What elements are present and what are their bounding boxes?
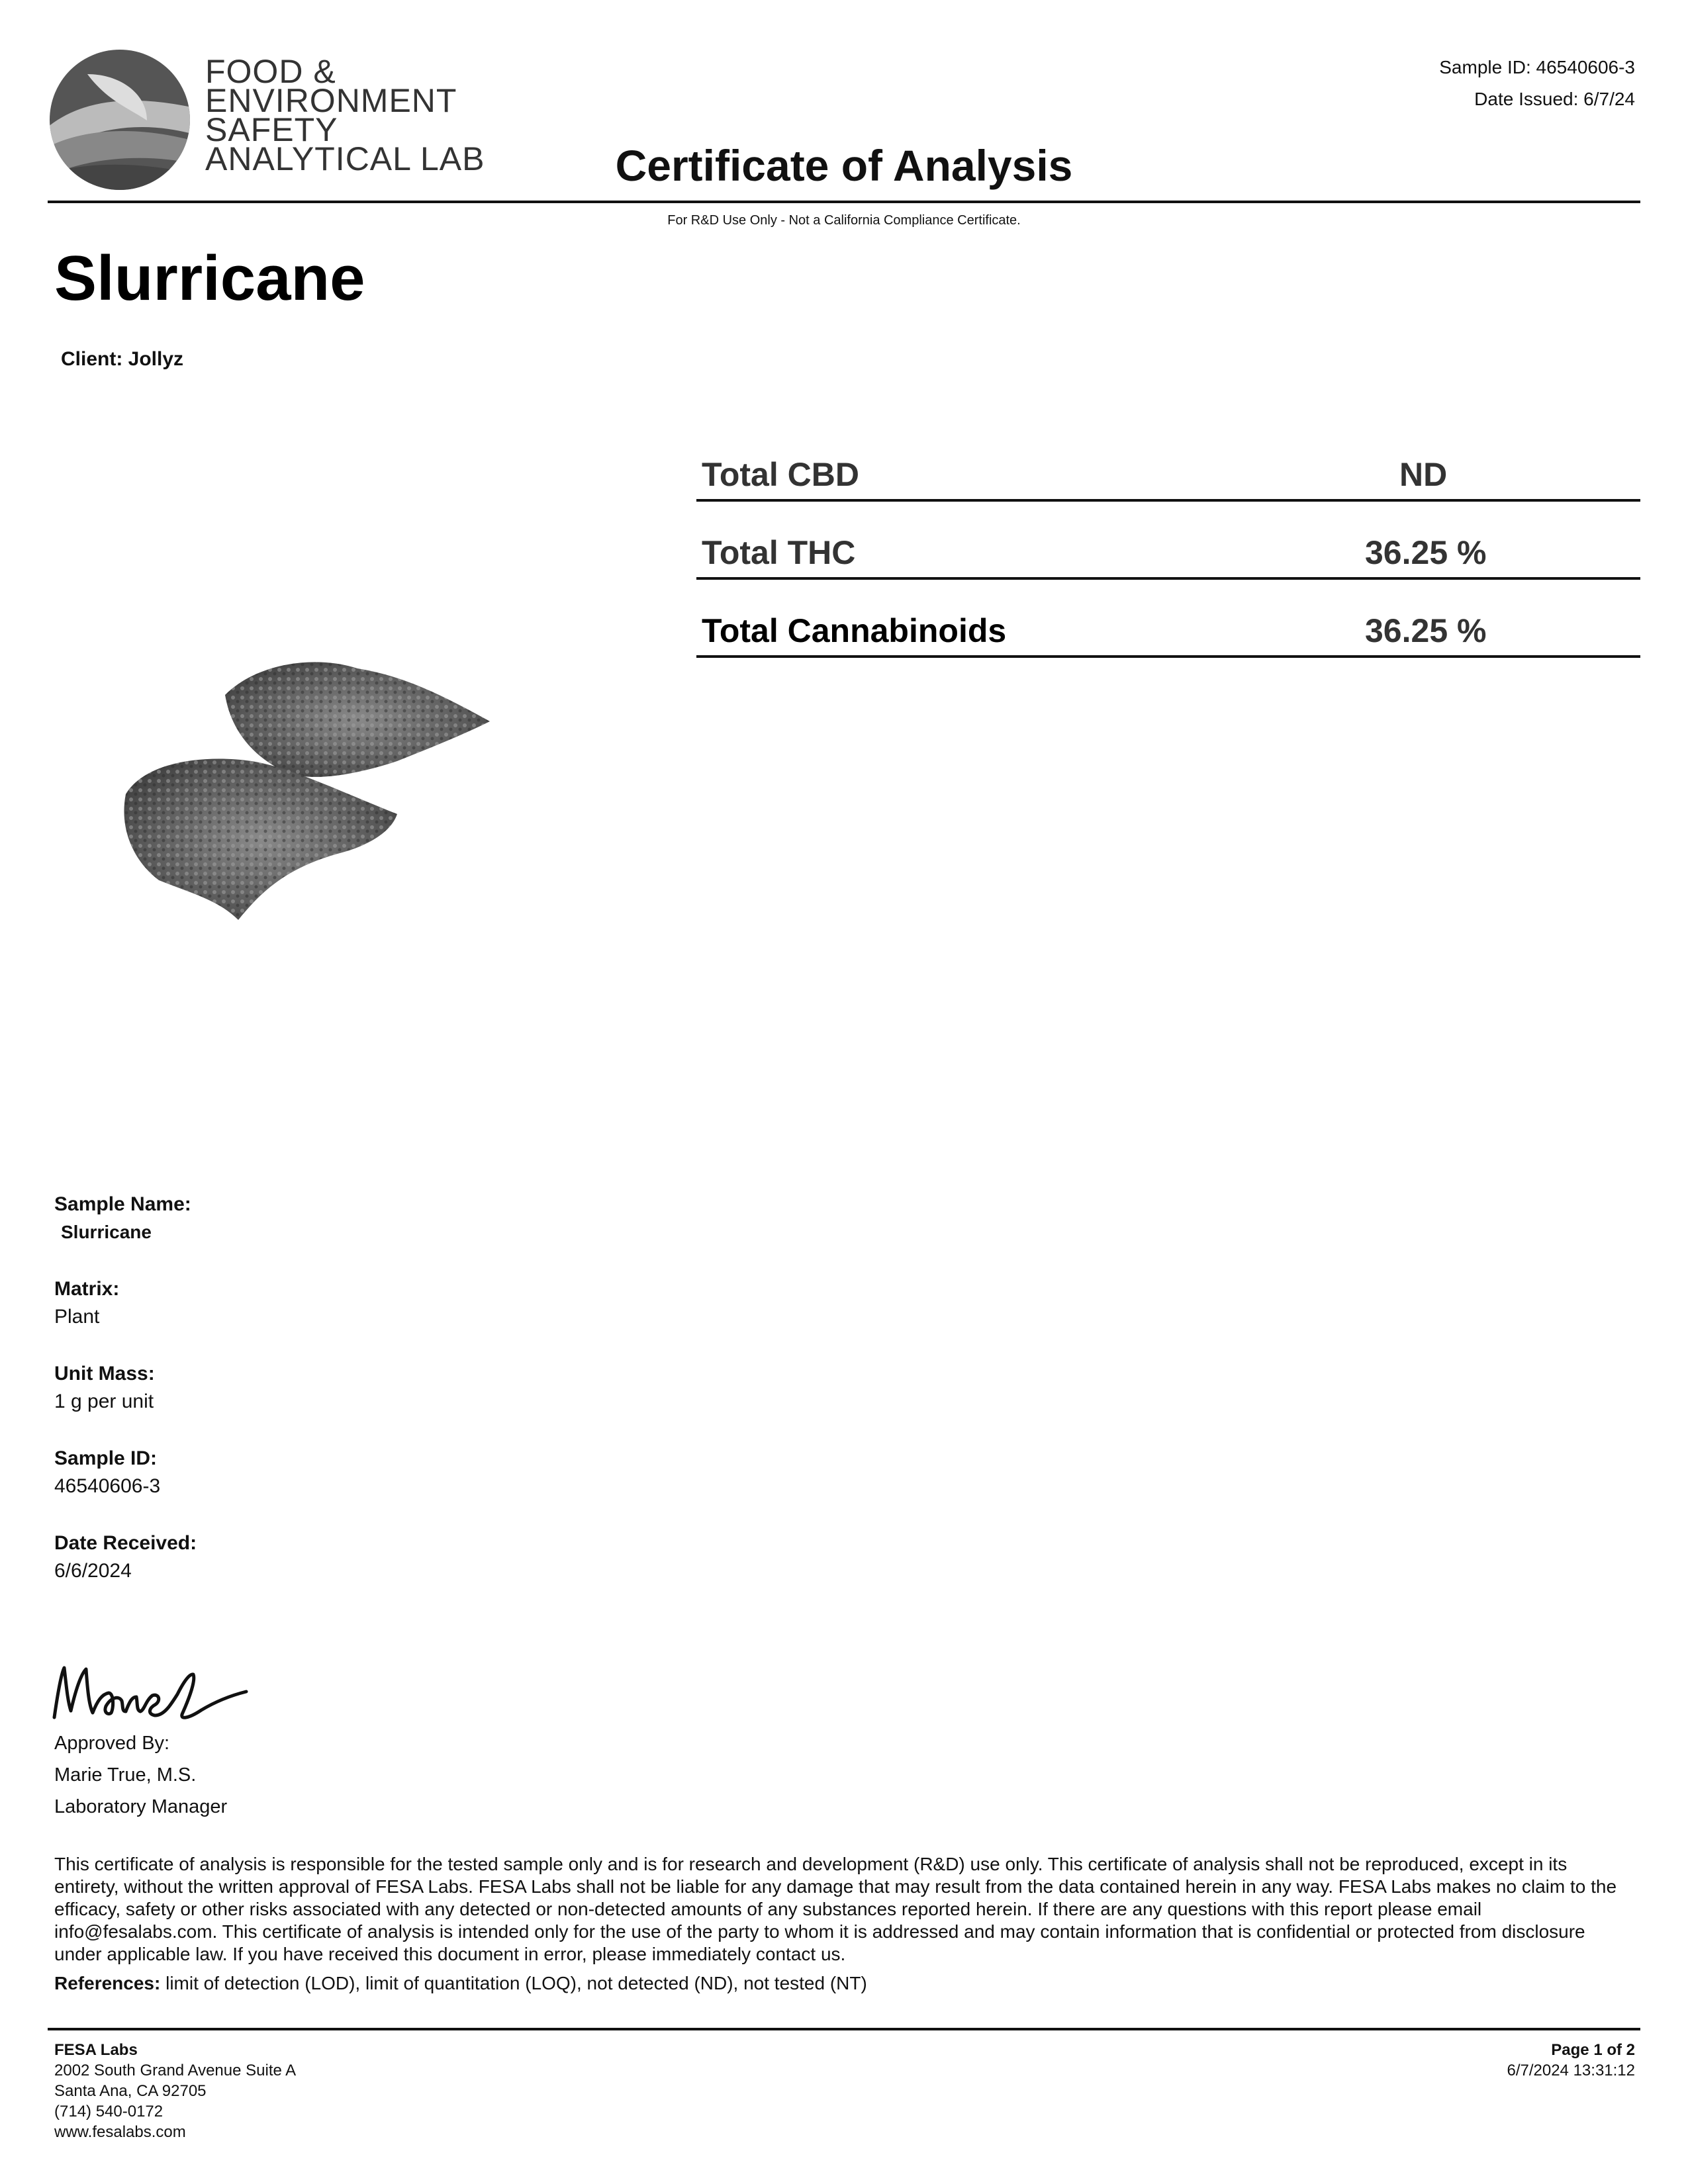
footer-company: FESA Labs <box>54 2041 138 2059</box>
header-sample-id: Sample ID: 46540606-3 <box>1439 57 1635 77</box>
footer-divider <box>48 2028 1640 2030</box>
approved-by-label: Approved By: <box>54 1733 170 1754</box>
sample-name-label: Sample Name: <box>54 1193 191 1215</box>
summary-value: 36.25 % <box>1365 534 1487 571</box>
summary-value: 36.25 % <box>1365 612 1487 649</box>
footer-address <box>54 2040 296 2142</box>
generated-timestamp: 6/7/2024 13:31:12 <box>1507 2062 1635 2079</box>
sample-name-block <box>54 1191 650 1247</box>
logo-line: SAFETY <box>205 111 338 148</box>
date-received-label: Date Received: <box>54 1532 197 1554</box>
unit-mass-value: 1 g per unit <box>54 1390 154 1412</box>
date-received-value: 6/6/2024 <box>54 1560 132 1582</box>
logo-line: FOOD & <box>205 53 336 90</box>
compliance-note: For R&D Use Only - Not a California Compliance Certificate. <box>667 213 1021 228</box>
summary-row-cbd <box>696 424 1640 502</box>
manager-signature <box>48 1655 253 1734</box>
summary-row-total-cannabinoids <box>696 580 1640 658</box>
header-divider <box>48 201 1640 203</box>
header-date-issued: Date Issued: 6/7/24 <box>1474 89 1635 109</box>
references <box>54 1972 1630 1995</box>
footer-website[interactable]: www.fesalabs.com <box>54 2123 186 2141</box>
summary-value: ND <box>1399 456 1448 493</box>
matrix-label: Matrix: <box>54 1278 120 1300</box>
approver-name: Marie True, M.S. <box>54 1764 197 1786</box>
approver-title: Laboratory Manager <box>54 1796 228 1817</box>
matrix-value: Plant <box>54 1306 100 1328</box>
references-text: limit of detection (LOD), limit of quantitation (LOQ), not detected (ND), not tested (NT) <box>160 1973 867 1993</box>
sample-info <box>54 1191 650 1615</box>
page-number: Page 1 of 2 <box>1551 2041 1635 2059</box>
summary-label: Total CBD <box>702 456 859 493</box>
header-meta <box>1439 52 1635 115</box>
matrix-block <box>54 1276 650 1332</box>
sample-id-label: Sample ID: <box>54 1447 158 1469</box>
disclaimer-text: This certificate of analysis is responsible for the tested sample only and is for research and development (R&D) use only. This certificate of analysis shall not be reproduced, except in its entirety, without the written approval of FESA Labs. FESA Labs shall not be liable for any damage that may result from the data contained herein in any way. FESA Labs makes no claim to the efficacy, safety or other risks associated with any detected or non-detected amounts of any substances reported herein. If there are any questions with this report please email info@fesalabs.com. This certificate of analysis is intended only for the use of the party to whom it is addressed and may contain information that is confidential or protected from disclosure under applicable law. If you have received this document in error, please immediately contact us. <box>54 1854 1617 1964</box>
product-name: Slurricane <box>54 243 365 314</box>
unit-mass-label: Unit Mass: <box>54 1363 155 1385</box>
sample-id-value: 46540606-3 <box>54 1475 161 1497</box>
references-label: References: <box>54 1973 161 1993</box>
summary-label: Total THC <box>702 534 856 571</box>
footer-address-line2: Santa Ana, CA 92705 <box>54 2082 207 2100</box>
cannabinoid-summary <box>696 424 1640 658</box>
footer-address-line1: 2002 South Grand Avenue Suite A <box>54 2062 297 2079</box>
unit-mass-block <box>54 1361 650 1416</box>
summary-label: Total Cannabinoids <box>702 612 1007 649</box>
client-name: Client: Jollyz <box>61 348 184 370</box>
footer-page-info <box>1507 2040 1635 2081</box>
date-received-block <box>54 1530 650 1586</box>
approval-block <box>54 1727 227 1823</box>
logo-line: ENVIRONMENT <box>205 82 457 119</box>
sample-photo <box>119 649 503 933</box>
sample-id-block <box>54 1445 650 1501</box>
sample-name-value: Slurricane <box>61 1222 152 1242</box>
document-title: Certificate of Analysis <box>615 141 1073 190</box>
logo-line: ANALYTICAL LAB <box>205 140 485 177</box>
summary-row-thc <box>696 502 1640 580</box>
footer-phone: (714) 540-0172 <box>54 2103 164 2120</box>
